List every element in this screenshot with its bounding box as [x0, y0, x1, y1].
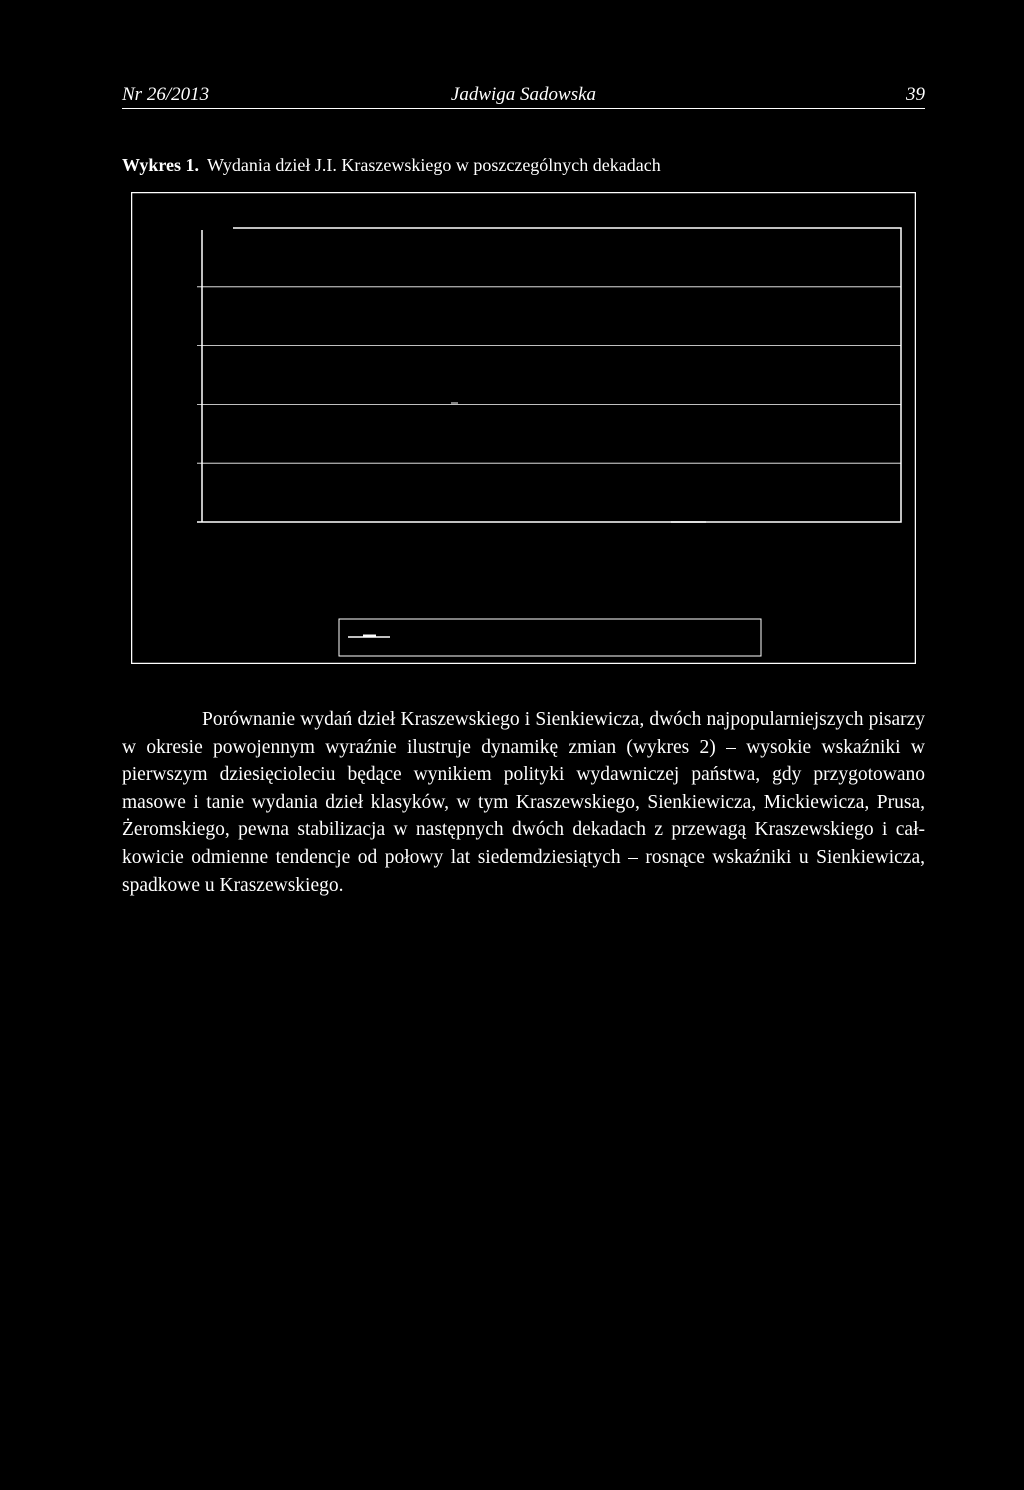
plot-area-border — [197, 228, 901, 522]
figure-label: Wykres 1. — [122, 155, 200, 175]
legend-box — [339, 619, 761, 656]
chart-outer-border — [132, 193, 916, 664]
running-header — [122, 84, 925, 109]
body-paragraph: Porównanie wydań dzieł Kraszewskiego i Sienkiewicza, dwóch najpopularniejszych pisarzy w okresie powojennym wyraźnie ilustruje dynamikę zmian (wykres 2) – wysokie wskaźniki w pierwszym dziesięcioleciu będące wynikiem polityki wydawniczej państwa, gdy przygotowano masowe i tanie wydania dzieł klasyków, w tym Kraszewskiego, Sienkiewicza, Mickiewicza, Prusa, Żeromskiego, pewna stabilizacja w następnych dwóch dekadach z przewagą Kraszewskiego i całkowicie odmienne tendencje od połowy lat siedemdziesiątych – rosnące wskaźniki u Sienkiewicza, spadkowe u Kraszewskiego. — [122, 709, 925, 896]
figure-caption — [122, 154, 661, 176]
author-name: Jadwiga Sadowska — [450, 84, 597, 105]
journal-issue: Nr 26/2013 — [122, 84, 210, 105]
chart — [131, 192, 916, 664]
page-number: 39 — [906, 84, 925, 105]
gridlines — [197, 287, 901, 463]
chart-svg — [131, 192, 916, 664]
figure-caption-text: Wydania dzieł J.I. Kraszewskiego w poszczególnych dekadach — [207, 155, 661, 175]
